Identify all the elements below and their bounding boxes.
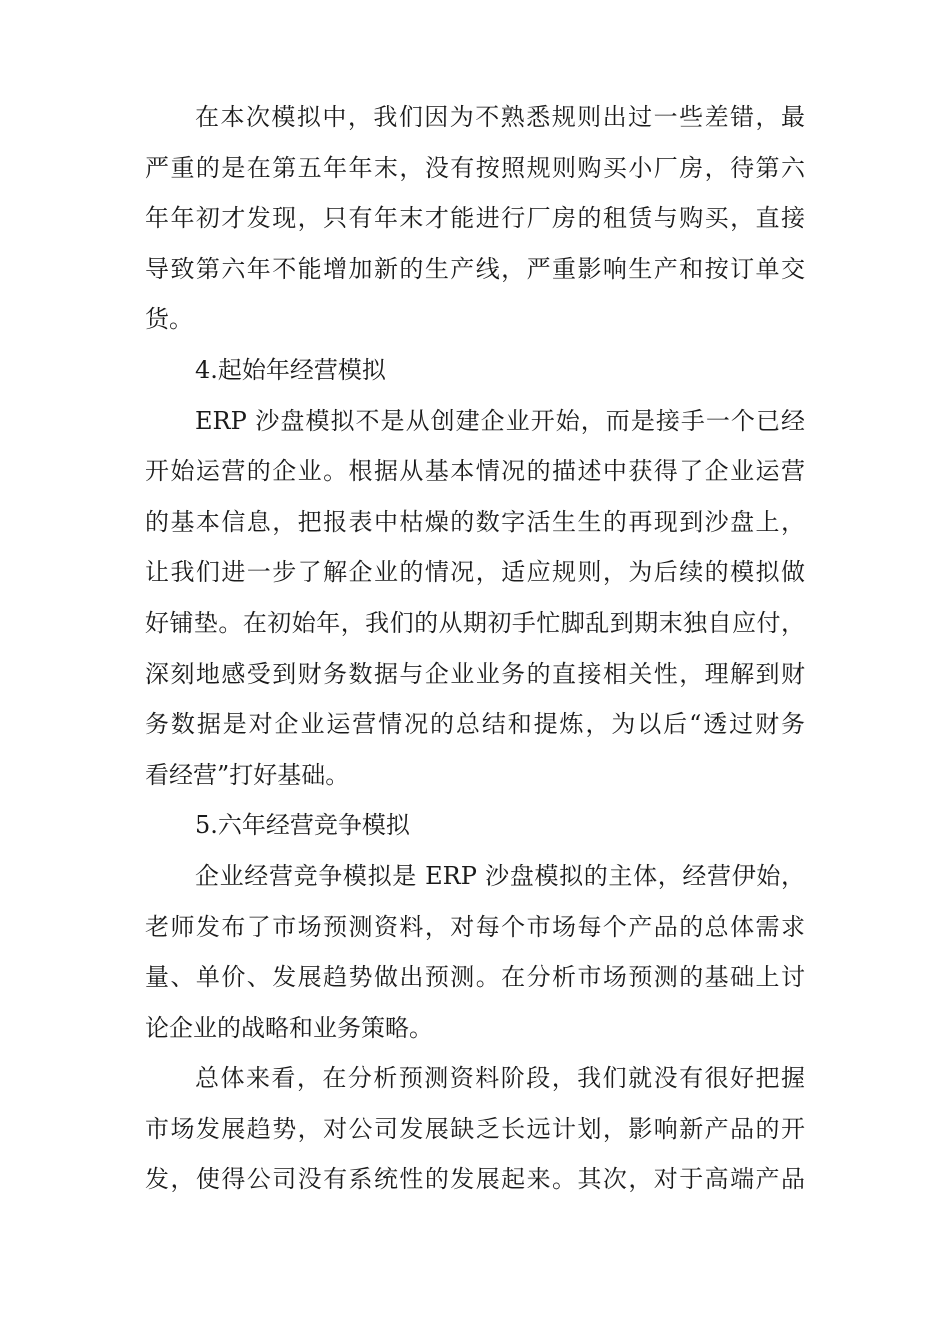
text-line: ERP 沙盘模拟不是从创建企业开始，而是接手一个已经	[195, 406, 805, 435]
document-body	[145, 92, 805, 1205]
text-line: 在本次模拟中，我们因为不熟悉规则出过一些差错，最	[195, 103, 805, 131]
text-line: 论企业的战略和业务策略。	[145, 1013, 433, 1042]
section-heading: 5.六年经营竞争模拟	[195, 811, 410, 840]
text-line: 发，使得公司没有系统性的发展起来。其次，对于高端产品	[145, 1165, 805, 1194]
text-line: 看经营”打好基础。	[145, 760, 350, 789]
text-line: 的基本信息，把报表中枯燥的数字活生生的再现到沙盘上，	[145, 507, 805, 536]
text-line: 市场发展趋势，对公司发展缺乏长远计划，影响新产品的开	[145, 1114, 805, 1143]
text-line: 货。	[145, 305, 193, 334]
text-line: 导致第六年不能增加新的生产线，严重影响生产和按订单交	[145, 254, 805, 283]
text-line: 老师发布了市场预测资料，对每个市场每个产品的总体需求	[145, 912, 805, 941]
text-line: 企业经营竞争模拟是 ERP 沙盘模拟的主体，经营伊始，	[195, 861, 805, 890]
text-line: 年年初才发现，只有年末才能进行厂房的租赁与购买，直接	[145, 204, 805, 233]
text-line: 务数据是对企业运营情况的总结和提炼，为以后“透过财务	[145, 710, 805, 739]
text-line: 开始运营的企业。根据从基本情况的描述中获得了企业运营	[145, 457, 805, 486]
text-line: 量、单价、发展趋势做出预测。在分析市场预测的基础上讨	[145, 963, 805, 992]
text-line: 让我们进一步了解企业的情况，适应规则，为后续的模拟做	[145, 558, 805, 587]
text-line: 好铺垫。在初始年，我们的从期初手忙脚乱到期末独自应付，	[145, 608, 805, 637]
text-line: 深刻地感受到财务数据与企业业务的直接相关性，理解到财	[145, 659, 805, 688]
text-line: 总体来看，在分析预测资料阶段，我们就没有很好把握	[195, 1064, 805, 1093]
text-line: 严重的是在第五年年末，没有按照规则购买小厂房，待第六	[145, 153, 805, 182]
section-heading: 4.起始年经营模拟	[195, 355, 386, 384]
